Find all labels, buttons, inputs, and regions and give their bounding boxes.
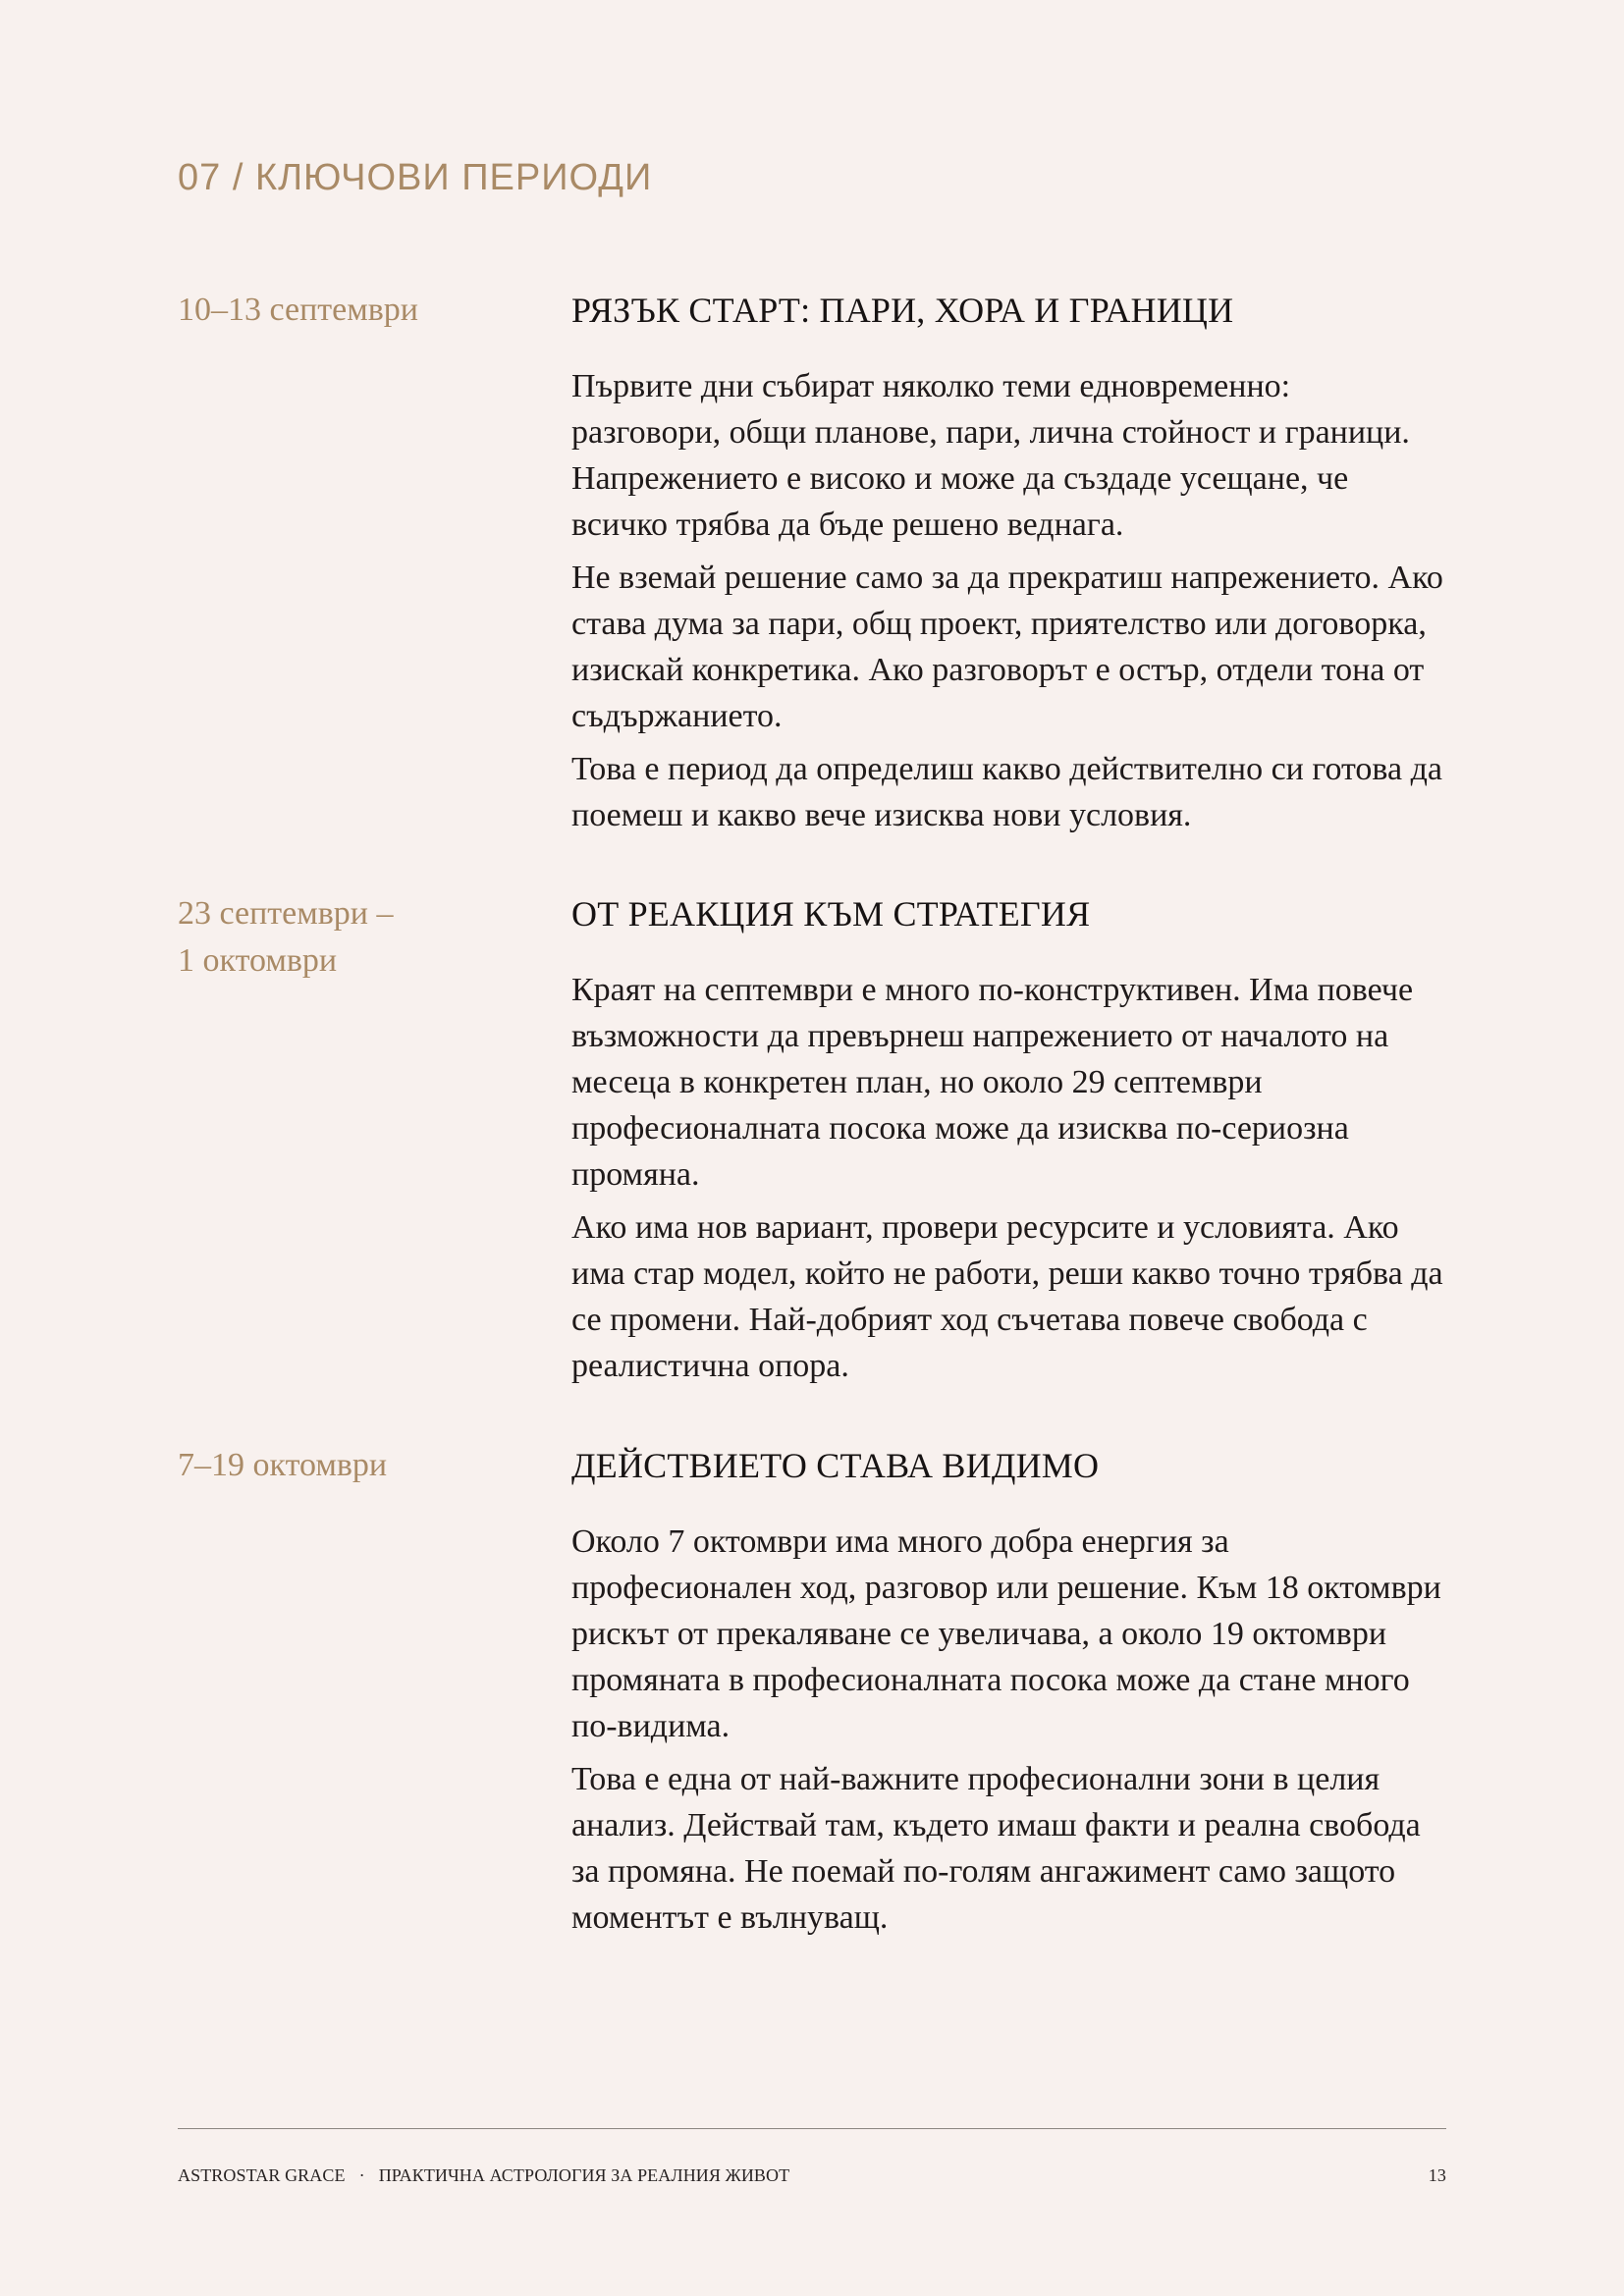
period-content [571, 1442, 1446, 1941]
page-number: 13 [1428, 2165, 1446, 2185]
footer-separator: · [358, 2165, 365, 2185]
period-date-line: 1 октомври [178, 942, 338, 979]
page-content [178, 0, 1446, 2296]
period-date [178, 890, 492, 985]
period-paragraph: Това е една от най-важните професионални зони в целия анализ. Действай там, където имаш факти и реална свобода за промяна. Не поемай по-голям ангажимент само защото моментът е вълнуващ. [571, 1761, 1421, 1936]
period-date-line: 23 септември – [178, 895, 394, 932]
section-title: 07 / КЛЮЧОВИ ПЕРИОДИ [178, 157, 653, 198]
period-heading: ОТ РЕАКЦИЯ КЪМ СТРАТЕГИЯ [571, 894, 1091, 934]
period-paragraph: Не вземай решение само за да прекратиш напрежението. Ако става дума за пари, общ проект, приятелство или договорка, изискай конкретика. Ако разговорът е остър, отдели тона от съдържанието. [571, 560, 1443, 734]
period-paragraph: Първите дни събират няколко теми едновременно: разговори, общи планове, пари, лична стойност и граници. Напрежението е високо и може да създаде усещане, че всичко трябва да бъде решено веднага. [571, 368, 1410, 543]
footer-tagline: ПРАКТИЧНА АСТРОЛОГИЯ ЗА РЕАЛНИЯ ЖИВОТ [378, 2165, 790, 2185]
page-footer [178, 2165, 1446, 2186]
period-heading: РЯЗЪК СТАРТ: ПАРИ, ХОРА И ГРАНИЦИ [571, 291, 1234, 330]
period-heading: ДЕЙСТВИЕТО СТАВА ВИДИМО [571, 1446, 1100, 1485]
period-date: 10–13 септември [178, 292, 419, 328]
footer-divider [178, 2128, 1446, 2129]
period-date: 7–19 октомври [178, 1447, 388, 1483]
period-paragraph: Около 7 октомври има много добра енергия за професионален ход, разговор или решение. Към 18 октомври рискът от прекаляване се увеличава, а около 19 октомври промяната в професионалната посока може да стане много по-видима. [571, 1523, 1441, 1744]
period-paragraph: Краят на септември е много по-конструктивен. Има повече възможности да превърнеш напрежението от началото на месеца в конкретен план, но около 29 септември професионалната посока може да изисква по-сериозна промяна. [571, 972, 1414, 1193]
footer-brand: ASTROSTAR GRACE [178, 2165, 346, 2185]
period-content [571, 890, 1446, 1389]
period-paragraph: Това е период да определиш какво действително си готова да поемеш и какво вече изисква нови условия. [571, 751, 1443, 833]
period-content [571, 287, 1446, 838]
period-paragraph: Ако има нов вариант, провери ресурсите и условията. Ако има стар модел, който не работи, реши какво точно трябва да се промени. Най-добрият ход съчетава повече свобода с реалистична опора. [571, 1209, 1443, 1384]
